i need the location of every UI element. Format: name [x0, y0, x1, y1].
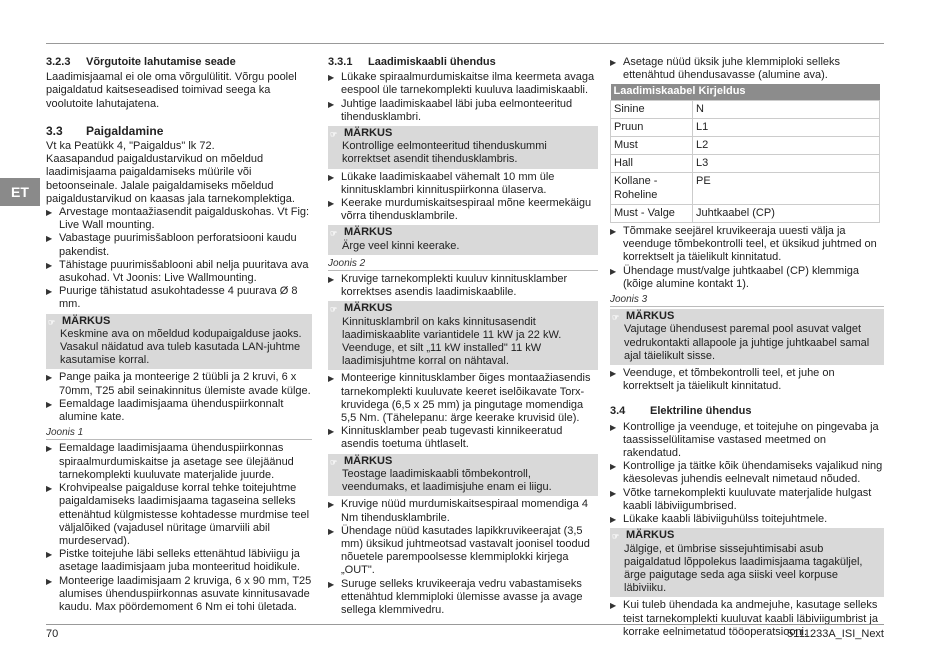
- bottom-rule: [46, 624, 884, 625]
- note-box: [46, 314, 312, 370]
- note-box: [328, 225, 598, 254]
- list-item: ▶ Lükake spiraalmurdumiskaitse ilma keermeta avaga eespool üle tarnekomplekti kuuluva laadimiskaabli.: [328, 71, 598, 97]
- spacer: [610, 393, 884, 405]
- note-label: MÄRKUS: [344, 454, 393, 467]
- note-text: Jälgige, et ümbrise sissejuhtimisabi asub paigaldatud lõppolekus laadimisjaama tagaküljel, ärge paigutage seda aga siiski veel korpuse läbiviiku.: [624, 542, 863, 595]
- list-item: ▶ Tähistage puurimisšablooni abil nelja puuritava ava asukohad. Vt Joonis: Live Wallmounting.: [46, 259, 312, 285]
- list-item: ▶ Suruge selleks kruvikeeraja vedru vabastamiseks ettenähtud klemmiploki ülemisse avasse ja avage sellega klemmivedru.: [328, 578, 598, 618]
- note-box: [328, 454, 598, 497]
- note-title: [330, 302, 594, 315]
- language-tab: ET: [0, 178, 40, 206]
- section-number: 3.3: [46, 123, 63, 138]
- list-item: ▶ Eemaldage laadimisjaama ühenduspiirkonnalt alumine kate.: [46, 398, 312, 424]
- list-item: ▶ Eemaldage laadimisjaama ühenduspiirkonnas spiraalmurdumiskaitse ja asetage see ülejäänud tarnekomplekti kuuluvate materjalide juurde.: [46, 442, 312, 482]
- instruction-list: [610, 421, 884, 527]
- table-cell-value: L2: [693, 137, 880, 155]
- note-label: MÄRKUS: [344, 302, 393, 315]
- section-heading-3-2-3: [46, 56, 312, 69]
- top-rule: [46, 43, 884, 44]
- note-icon: ☞: [612, 532, 620, 542]
- table-cell-color: Hall: [611, 155, 693, 173]
- table-row: [611, 100, 880, 118]
- column-3: [610, 56, 884, 639]
- note-icon: ☞: [330, 130, 338, 140]
- section-heading-3-3: [46, 125, 312, 138]
- figure-caption: Joonis 2: [328, 257, 598, 271]
- table-cell-value: L3: [693, 155, 880, 173]
- list-item: ▶ Keerake murdumiskaitsespiraal mõne keermekäigu võrra tihendusklambrile.: [328, 197, 598, 223]
- note-box: [610, 528, 884, 597]
- section-number: 3.4: [610, 405, 626, 418]
- note-label: MÄRKUS: [344, 127, 393, 140]
- table-row: [611, 137, 880, 155]
- note-text: Kinnitusklambril on kaks kinnitusasendit laadimiskaablite variantidele 11 kW ja 22 kW. Veenduge, et silt „11 kW installed" 11 kW laadimisjuhtme korral on nähtaval.: [342, 315, 562, 368]
- list-item: ▶ Krohvipealse paigalduse korral tehke toitejuhtme paigaldamiseks laadimisjaama tagaseina selleks ettenähtud külgmistesse kohtadesse murdmise teel väljalõiked (vajadusel nüritage ümarviili abil murdeservad).: [46, 482, 312, 548]
- list-item: ▶ Pange paika ja monteerige 2 tüübli ja 2 kruvi, 6 x 70mm, T25 abil seinakinnitus ülemiste avade külge.: [46, 371, 312, 397]
- note-text: Kontrollige eelmonteeritud tihenduskummi korrektset asendit tihendusklambris.: [342, 140, 547, 166]
- table-cell-value: PE: [693, 173, 880, 204]
- table-header: Laadimiskaabel Kirjeldus: [611, 84, 880, 100]
- note-title: [330, 455, 594, 468]
- note-text: Teostage laadimiskaabli tõmbekontroll, veendumaks, et laadimisjuhe enam ei liigu.: [342, 467, 552, 494]
- list-item: ▶ Kruvige nüüd murdumiskaitsespiraal momendiga 4 Nm tihendusklambrile.: [328, 498, 598, 524]
- list-item: ▶ Tõmmake seejärel kruvikeeraja uuesti välja ja veenduge tõmbekontrolli teel, et üksikud juhtmed on korrektselt ja täielikult kinnitatud.: [610, 225, 884, 265]
- list-item: ▶ Kui tuleb ühendada ka andmejuhe, kasutage selleks teist tarnekomplekti kuuluvat kaabli läbiviigumbrist ja korrake eelnimetatud tööoperatsiooni.: [610, 599, 884, 639]
- note-icon: ☞: [330, 229, 338, 239]
- list-item: ▶ Arvestage montaažiasendit paigalduskohas. Vt Fig: Live Wall mounting.: [46, 206, 312, 232]
- section-number: 3.2.3: [46, 56, 71, 68]
- list-item: ▶ Ühendage must/valge juhtkaabel (CP) klemmiga (kõige alumine kontakt 1).: [610, 265, 884, 291]
- list-item: ▶ Monteerige kinnitusklamber õiges montaažiasendis tarnekomplekti kuuluvate keeret iselõikavate Torx-kruvidega (6,5 x 25 mm) ja pingutage momendiga 5,5 Nm. (Tähelepanu: ärge keerake kruvisid üle).: [328, 372, 598, 425]
- paragraph: Kaasapandud paigaldustarvikud on mõeldud laadimisjaama paigaldamiseks müürile või betoonseinale. Jalale paigaldamiseks mõeldud paigaldustarvikud on kaasas jala tarnekomplektiga.: [46, 153, 295, 205]
- instruction-list: [328, 372, 598, 451]
- note-text: Vajutage ühendusest paremal pool asuvat valget vedrukontakti allapoole ja juhtige juhtkaabel samal ajal täielikult sisse.: [624, 323, 870, 362]
- table-row: [611, 204, 880, 222]
- column-2: [328, 56, 598, 617]
- list-item: ▶ Juhtige laadimiskaabel läbi juba eelmonteeritud tihendusklambri.: [328, 98, 598, 124]
- list-item: ▶ Kontrollige ja veenduge, et toitejuhe on pingevaba ja taassisselülitamise vastased meetmed on rakendatud.: [610, 421, 884, 461]
- paragraph: Laadimisjaamal ei ole oma võrgulülitit. Võrgu poolel paigaldatud kaitseseadised toimivad seega ka voolutoite lahutajatena.: [46, 71, 297, 110]
- list-item: ▶ Kinnitusklamber peab tugevasti kinnikeeratud asendis toetuma ühtlaselt.: [328, 425, 598, 451]
- note-icon: ☞: [48, 317, 56, 327]
- list-item: ▶ Asetage nüüd üksik juhe klemmiploki selleks ettenähtud ühendusavasse (alumine ava).: [610, 56, 884, 82]
- note-label: MÄRKUS: [626, 310, 675, 323]
- note-box: [610, 309, 884, 365]
- section-title: Võrgutoite lahutamise seade: [86, 56, 236, 68]
- list-item: ▶ Pistke toitejuhe läbi selleks ettenähtud läbiviigu ja asetage laadimisjaam juba monteeritud hoidikule.: [46, 548, 312, 574]
- note-icon: ☞: [612, 313, 620, 323]
- document-code: 5111233A_ISI_Next: [787, 628, 884, 640]
- instruction-list: [46, 371, 312, 424]
- table-cell-color: Must - Valge: [611, 204, 693, 222]
- note-icon: ☞: [330, 457, 338, 467]
- note-title: [330, 226, 594, 239]
- figure-caption: Joonis 3: [610, 293, 884, 307]
- list-item: ▶ Puurige tähistatud asukohtadesse 4 puurava Ø 8 mm.: [46, 285, 312, 311]
- note-icon: ☞: [330, 305, 338, 315]
- note-title: [612, 310, 880, 323]
- note-text: Keskmine ava on mõeldud kodupaigalduse jaoks. Vasakul näidatud ava tuleb kasutada LAN-juhtme kasutamise korral.: [60, 327, 302, 367]
- list-item: ▶ Kontrollige ja täitke kõik ühendamiseks vajalikud ning käesolevas juhendis eelnevalt nimetaud nõuded.: [610, 460, 884, 486]
- instruction-list: [610, 367, 884, 393]
- list-item: ▶ Kruvige tarnekomplekti kuuluv kinnitusklamber korrektses asendis laadimiskaablile.: [328, 273, 598, 299]
- note-text: Ärge veel kinni keerake.: [342, 239, 460, 252]
- section-number: 3.3.1: [328, 56, 353, 68]
- table-row: [611, 173, 880, 204]
- paragraph: Vt ka Peatükk 4, "Paigaldus" lk 72.: [46, 140, 215, 153]
- note-title: [48, 315, 308, 328]
- instruction-list: [328, 273, 598, 299]
- section-heading-3-3-1: [328, 56, 598, 69]
- table-cell-value: L1: [693, 118, 880, 136]
- list-item: ▶ Monteerige laadimisjaam 2 kruviga, 6 x 90 mm, T25 alumises ühenduspiirkonnas asuvate kinnitusavade kaudu. Max pöördemoment 6 Nm ei tohi ületada.: [46, 575, 312, 615]
- instruction-list: [328, 498, 598, 617]
- table-cell-color: Kollane - Roheline: [611, 173, 693, 204]
- list-item: ▶ Lükake kaabli läbiviiguhülss toitejuhtmele.: [610, 513, 884, 526]
- section-title: Paigaldamine: [86, 123, 164, 138]
- cable-color-table: [610, 84, 880, 223]
- instruction-list: [610, 225, 884, 291]
- table-cell-value: Juhtkaabel (CP): [693, 204, 880, 222]
- column-1: [46, 56, 312, 614]
- section-title: Laadimiskaabli ühendus: [368, 56, 496, 68]
- note-box: [328, 126, 598, 169]
- note-label: MÄRKUS: [62, 314, 111, 327]
- note-label: MÄRKUS: [626, 529, 675, 542]
- table-cell-color: Sinine: [611, 100, 693, 118]
- list-item: ▶ Vabastage puurimisšabloon perforatsiooni kaudu pakendist.: [46, 232, 312, 258]
- note-title: [330, 127, 594, 140]
- list-item: ▶ Ühendage nüüd kasutades lapikkruvikeerajat (3,5 mm) üksikud juhtmeotsad vastavalt joonisel toodud nõuetele parempoolsesse klemmiplokki kirjega „OUT".: [328, 525, 598, 578]
- table-row: [611, 155, 880, 173]
- table-row: [611, 118, 880, 136]
- note-title: [612, 529, 880, 542]
- instruction-list: [328, 171, 598, 224]
- instruction-list: [46, 442, 312, 614]
- list-item: ▶ Võtke tarnekomplekti kuuluvate materjalide hulgast kaabli läbiviigumbrised.: [610, 487, 884, 513]
- note-box: [328, 301, 598, 370]
- instruction-list: [328, 71, 598, 124]
- section-heading-3-4: [610, 405, 884, 418]
- table-cell-value: N: [693, 100, 880, 118]
- figure-caption: Joonis 1: [46, 426, 312, 440]
- list-item: ▶ Veenduge, et tõmbekontrolli teel, et juhe on korrektselt ja täielikult kinnitatud.: [610, 367, 884, 393]
- section-title: Elektriline ühendus: [650, 405, 752, 418]
- instruction-list: [46, 206, 312, 312]
- instruction-list: [610, 56, 884, 82]
- note-label: MÄRKUS: [344, 226, 393, 239]
- list-item: ▶ Lükake laadimiskaabel vähemalt 10 mm üle kinnitusklambri kinnituspiirkonna ülaserva.: [328, 171, 598, 197]
- table-cell-color: Must: [611, 137, 693, 155]
- page-number: 70: [46, 628, 59, 640]
- table-cell-color: Pruun: [611, 118, 693, 136]
